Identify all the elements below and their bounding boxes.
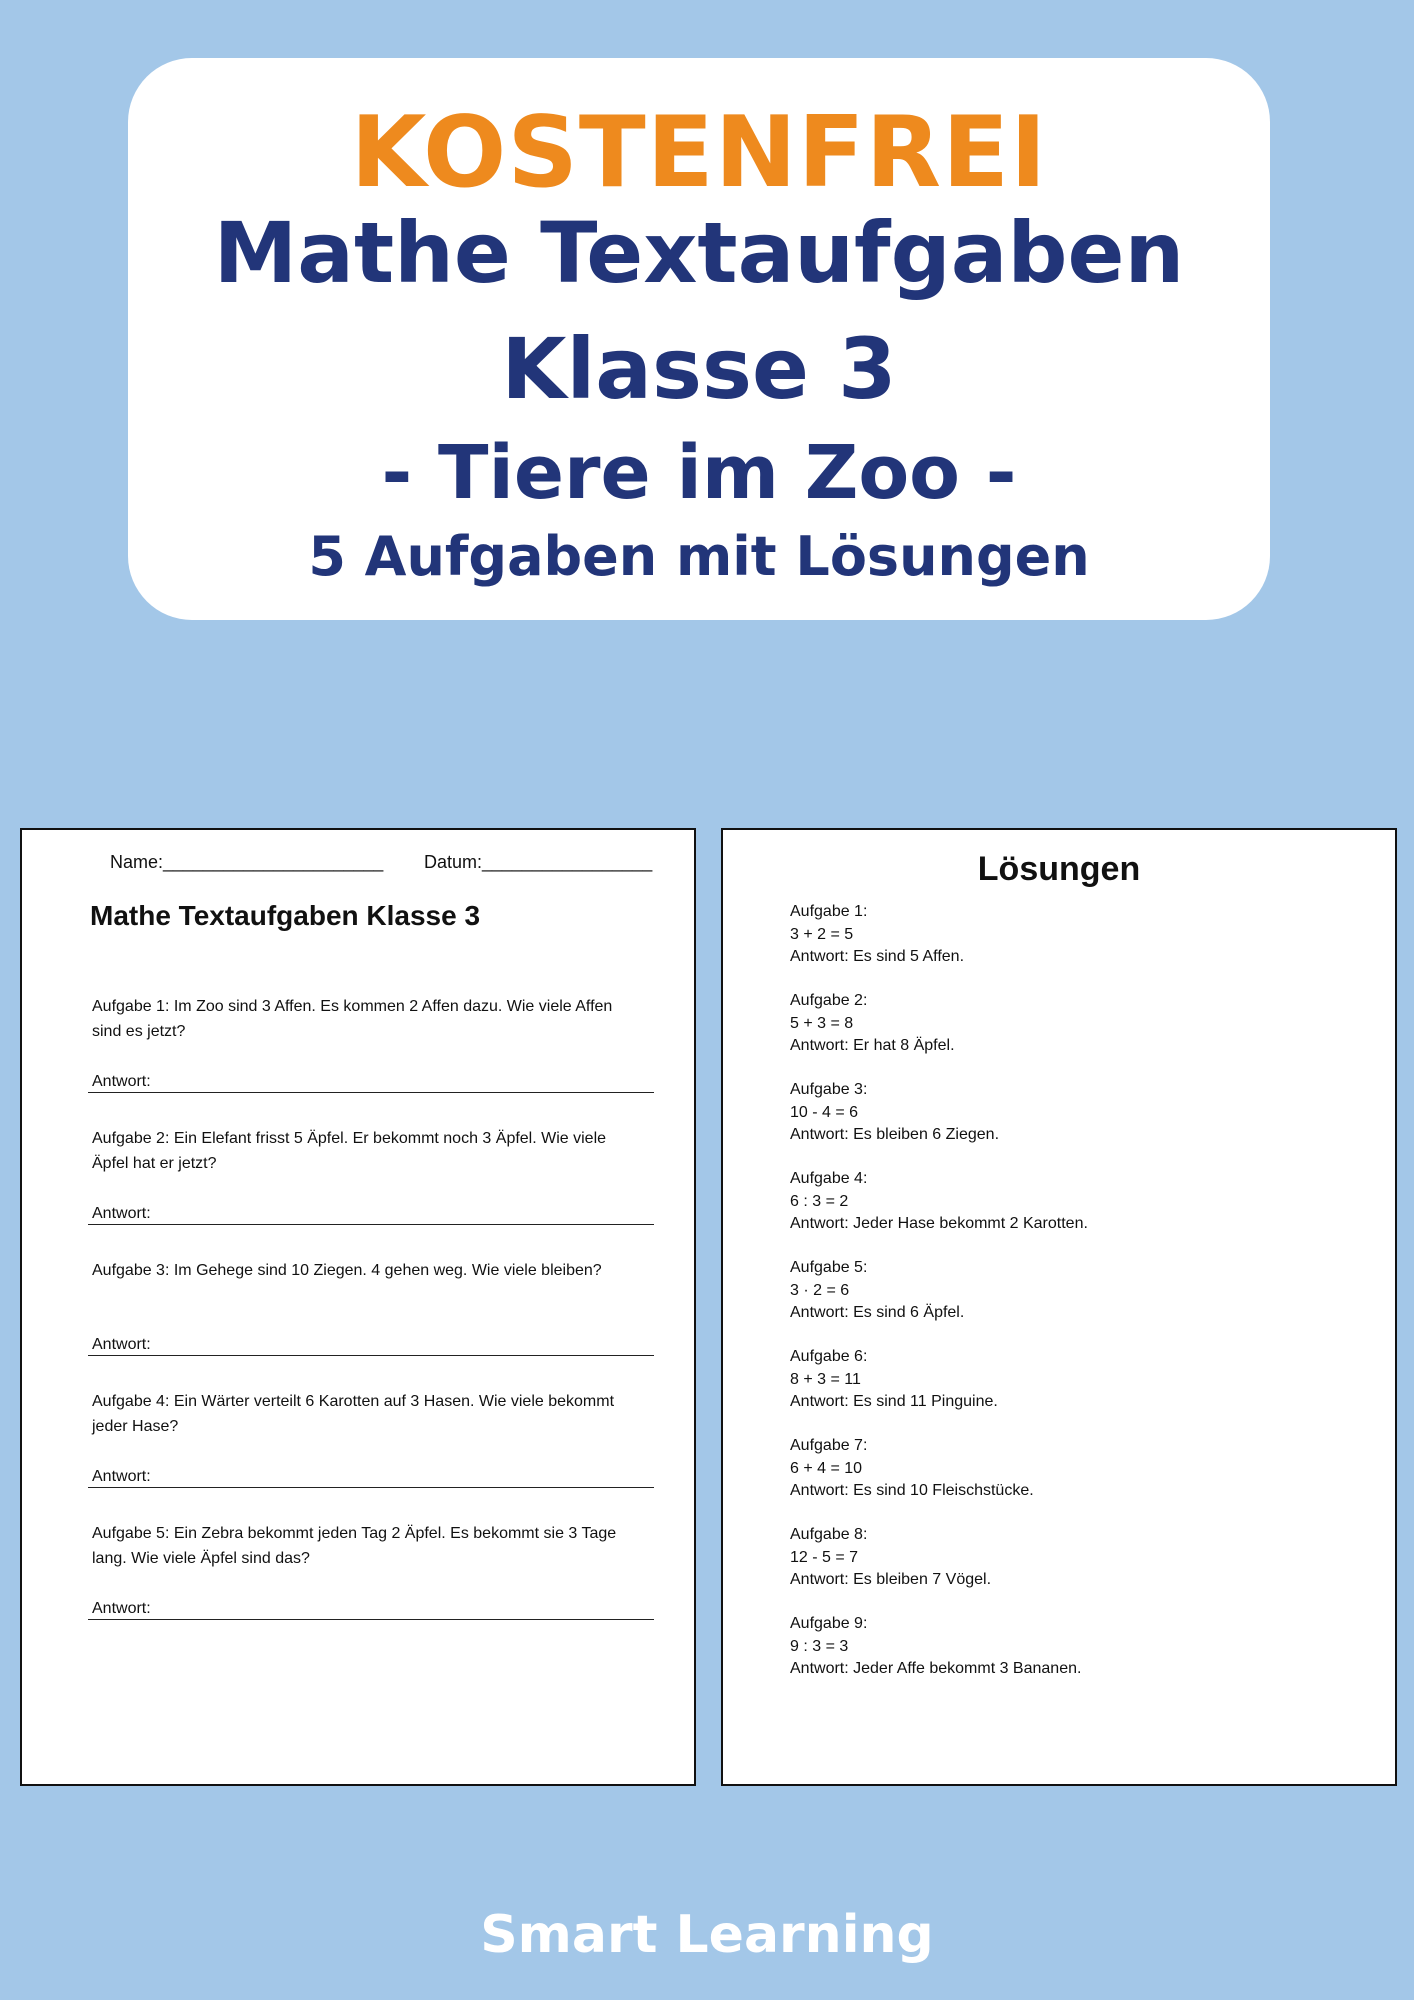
solutions-title: Lösungen	[977, 850, 1141, 888]
solution-1	[790, 901, 964, 969]
solution-label: Aufgabe 2:	[790, 992, 868, 1009]
name-field-label: Name:______________________	[110, 852, 384, 872]
solution-answer: Antwort: Er hat 8 Äpfel.	[790, 1037, 955, 1054]
solution-3	[790, 1079, 999, 1147]
solution-answer: Antwort: Es bleiben 7 Vögel.	[790, 1571, 992, 1588]
solution-equation: 8 + 3 = 11	[790, 1370, 861, 1388]
solution-label: Aufgabe 4:	[790, 1170, 868, 1187]
title-line-1: Mathe Textaufgaben	[213, 204, 1185, 302]
solution-7	[790, 1435, 1034, 1503]
solution-4	[790, 1168, 1088, 1236]
solution-answer: Antwort: Jeder Hase bekommt 2 Karotten.	[790, 1215, 1088, 1232]
brand-footer: Smart Learning	[480, 1905, 934, 1965]
answer-line-3: Antwort:	[88, 1336, 654, 1356]
solution-label: Aufgabe 8:	[790, 1526, 868, 1543]
solution-label: Aufgabe 6:	[790, 1348, 868, 1365]
solution-equation: 3 · 2 = 6	[790, 1281, 850, 1299]
title-line-2: Klasse 3	[501, 320, 897, 418]
solution-equation: 12 - 5 = 7	[790, 1548, 859, 1566]
solution-2	[790, 990, 955, 1058]
solution-label: Aufgabe 1:	[790, 903, 868, 920]
task-3: Aufgabe 3: Im Gehege sind 10 Ziegen. 4 gehen weg. Wie viele bleiben?	[92, 1262, 602, 1279]
solution-label: Aufgabe 7:	[790, 1437, 868, 1454]
date-field-label: Datum:_________________	[424, 852, 653, 872]
solution-answer: Antwort: Es bleiben 6 Ziegen.	[790, 1126, 1000, 1143]
solution-equation: 6 : 3 = 2	[790, 1192, 849, 1210]
solution-label: Aufgabe 9:	[790, 1615, 868, 1632]
task-4: Aufgabe 4: Ein Wärter verteilt 6 Karotten auf 3 Hasen. Wie viele bekommt jeder Hase?	[92, 1393, 615, 1435]
solution-equation: 6 + 4 = 10	[790, 1459, 863, 1477]
solution-answer: Antwort: Jeder Affe bekommt 3 Bananen.	[790, 1660, 1082, 1677]
solution-8	[790, 1524, 991, 1592]
worksheet-title: Mathe Textaufgaben Klasse 3	[90, 900, 481, 931]
solution-9	[790, 1613, 1081, 1681]
answer-line-5: Antwort:	[88, 1600, 654, 1620]
solution-6	[790, 1346, 998, 1414]
solution-answer: Antwort: Es sind 6 Äpfel.	[790, 1304, 965, 1321]
free-badge: KOSTENFREI	[350, 96, 1048, 210]
solution-equation: 3 + 2 = 5	[790, 925, 854, 943]
solution-label: Aufgabe 3:	[790, 1081, 868, 1098]
solution-answer: Antwort: Es sind 11 Pinguine.	[790, 1393, 998, 1410]
worksheet-page	[20, 828, 696, 1786]
task-2: Aufgabe 2: Ein Elefant frisst 5 Äpfel. Er bekommt noch 3 Äpfel. Wie viele Äpfel hat er jetzt?	[92, 1130, 607, 1172]
solutions-page	[721, 828, 1397, 1786]
task-1: Aufgabe 1: Im Zoo sind 3 Affen. Es kommen 2 Affen dazu. Wie viele Affen sind es jetzt?	[92, 998, 613, 1040]
solution-equation: 9 : 3 = 3	[790, 1637, 849, 1655]
topic-heading: - Tiere im Zoo -	[381, 430, 1017, 516]
answer-line-4: Antwort:	[88, 1468, 654, 1488]
solution-5	[790, 1257, 964, 1325]
solution-equation: 10 - 4 = 6	[790, 1103, 859, 1121]
solution-answer: Antwort: Es sind 10 Fleischstücke.	[790, 1482, 1034, 1499]
solution-label: Aufgabe 5:	[790, 1259, 868, 1276]
hero-card	[128, 58, 1270, 620]
solution-answer: Antwort: Es sind 5 Affen.	[790, 948, 965, 965]
subtitle: 5 Aufgaben mit Lösungen	[308, 525, 1090, 588]
answer-line-1: Antwort:	[88, 1073, 654, 1093]
answer-line-2: Antwort:	[88, 1205, 654, 1225]
task-5: Aufgabe 5: Ein Zebra bekommt jeden Tag 2 Äpfel. Es bekommt sie 3 Tage lang. Wie viele Äpfel sind das?	[92, 1525, 617, 1567]
solution-equation: 5 + 3 = 8	[790, 1014, 854, 1032]
